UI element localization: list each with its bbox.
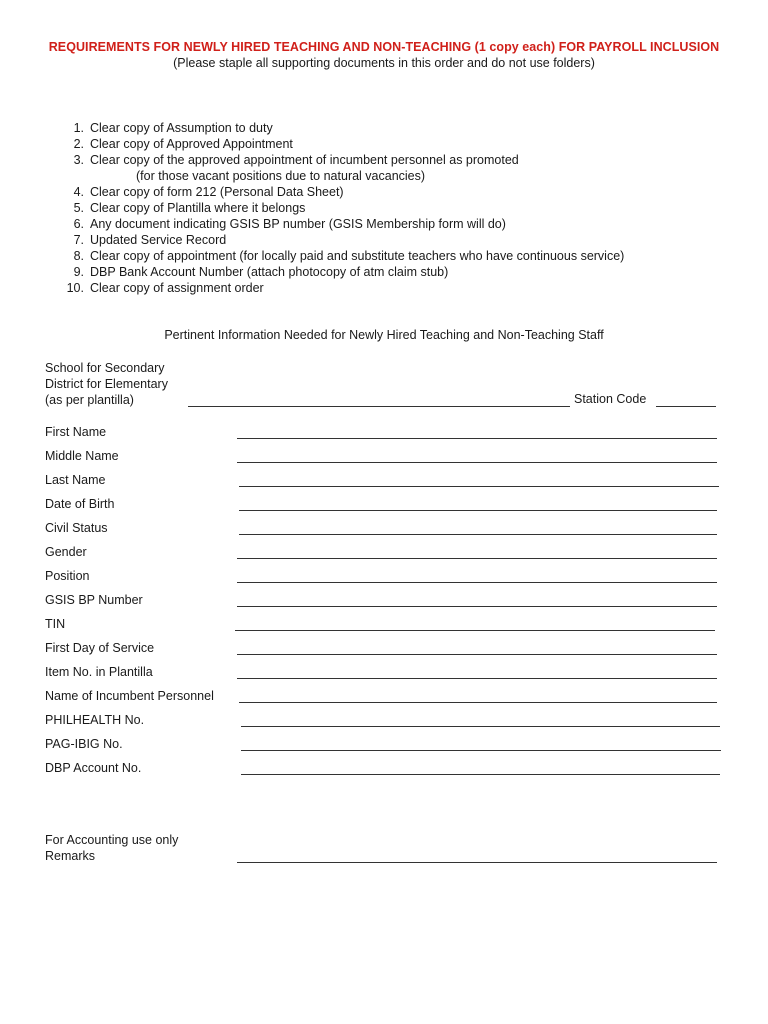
field-label: DBP Account No. <box>45 761 142 775</box>
info-fields <box>45 424 725 784</box>
field-first-name <box>45 424 725 448</box>
list-item: 4. Clear copy of form 212 (Personal Data Sheet) <box>73 185 344 199</box>
list-item: 5. Clear copy of Plantilla where it belongs <box>73 201 306 215</box>
field-first-day-of-service <box>45 640 725 664</box>
field-label: Last Name <box>45 473 106 487</box>
station-code-blank-line[interactable] <box>656 406 716 407</box>
accounting-label: For Accounting use only <box>45 833 179 847</box>
list-item: 8. Clear copy of appointment (for locally paid and substitute teachers who have continuous service) <box>73 249 625 263</box>
blank-line[interactable] <box>237 438 717 439</box>
blank-line[interactable] <box>239 486 719 487</box>
blank-line[interactable] <box>241 750 721 751</box>
blank-line[interactable] <box>237 558 717 559</box>
info-section-title: Pertinent Information Needed for Newly Hired Teaching and Non-Teaching Staff <box>164 328 604 342</box>
blank-line[interactable] <box>241 774 720 775</box>
list-item: 6. Any document indicating GSIS BP number (GSIS Membership form will do) <box>73 217 506 231</box>
document-subtitle: (Please staple all supporting documents in this order and do not use folders) <box>173 56 595 70</box>
field-label: PAG-IBIG No. <box>45 737 123 751</box>
blank-line[interactable] <box>239 510 717 511</box>
blank-line[interactable] <box>239 534 717 535</box>
field-incumbent-personnel <box>45 688 725 712</box>
field-middle-name <box>45 448 725 472</box>
blank-line[interactable] <box>239 702 717 703</box>
accounting-block <box>45 832 178 864</box>
list-item: 1. Clear copy of Assumption to duty <box>73 121 273 135</box>
field-label: GSIS BP Number <box>45 593 143 607</box>
field-last-name <box>45 472 725 496</box>
list-item: 7. Updated Service Record <box>73 233 227 247</box>
blank-line[interactable] <box>237 582 717 583</box>
field-label: Date of Birth <box>45 497 115 511</box>
field-label: Middle Name <box>45 449 119 463</box>
blank-line[interactable] <box>237 678 717 679</box>
blank-line[interactable] <box>237 606 717 607</box>
field-label: Position <box>45 569 90 583</box>
district-label-line: District for Elementary <box>45 377 168 391</box>
list-item: 9. DBP Bank Account Number (attach photocopy of atm claim stub) <box>73 265 449 279</box>
field-position <box>45 568 725 592</box>
blank-line[interactable] <box>241 726 720 727</box>
school-blank-line[interactable] <box>188 406 570 407</box>
field-dbp-account-no <box>45 760 725 784</box>
blank-line[interactable] <box>237 462 717 463</box>
field-label: Name of Incumbent Personnel <box>45 689 214 703</box>
field-label: Gender <box>45 545 87 559</box>
field-label: Item No. in Plantilla <box>45 665 153 679</box>
school-label-line: School for Secondary <box>45 361 165 375</box>
field-gender <box>45 544 725 568</box>
field-pag-ibig-no <box>45 736 725 760</box>
plantilla-note: (as per plantilla) <box>45 393 134 407</box>
field-label: First Name <box>45 425 107 439</box>
school-label-block <box>45 360 168 408</box>
requirements-list <box>60 120 750 296</box>
field-gsis-bp-number <box>45 592 725 616</box>
remarks-blank-line[interactable] <box>237 862 717 863</box>
remarks-label: Remarks <box>45 849 96 863</box>
field-date-of-birth <box>45 496 725 520</box>
field-civil-status <box>45 520 725 544</box>
blank-line[interactable] <box>235 630 715 631</box>
field-label: PHILHEALTH No. <box>45 713 145 727</box>
field-tin <box>45 616 725 640</box>
blank-line[interactable] <box>237 654 717 655</box>
field-label: First Day of Service <box>45 641 155 655</box>
list-item: 3. Clear copy of the approved appointment of incumbent personnel as promoted <box>73 153 519 167</box>
field-label: Civil Status <box>45 521 108 535</box>
field-philhealth-no <box>45 712 725 736</box>
document-title: REQUIREMENTS FOR NEWLY HIRED TEACHING AND NON-TEACHING (1 copy each) FOR PAYROLL INCLUSION <box>48 40 720 54</box>
field-label: TIN <box>45 617 66 631</box>
station-code-label: Station Code <box>574 392 647 406</box>
field-item-no-plantilla <box>45 664 725 688</box>
list-item: 10. Clear copy of assignment order <box>66 281 264 295</box>
list-item-continuation: (for those vacant positions due to natural vacancies) <box>136 169 426 183</box>
list-item: 2. Clear copy of Approved Appointment <box>73 137 293 151</box>
